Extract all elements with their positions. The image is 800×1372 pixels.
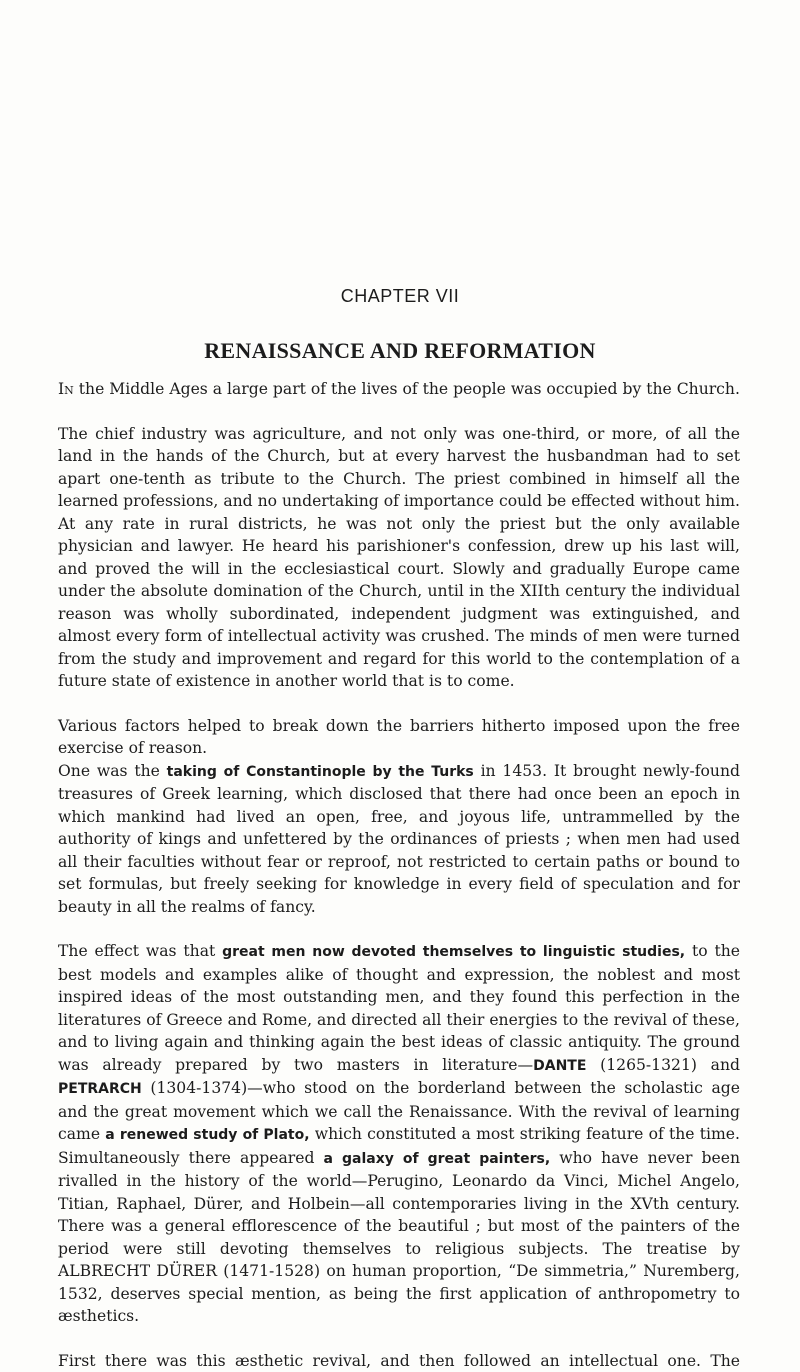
p4-text-a: One was the <box>58 762 167 780</box>
paragraph-2: The chief industry was agriculture, and not only was one-third, or more, of all the land in the hands of the Church, but at every harvest the husbandman had to set apart one-tenth as tribute to the Church. The priest combined in himself all the learned professions, and no undertaking of importance could be effected without him. At any rate in rural districts, he was not only the priest but the only available physician and lawyer. He heard his parishioner's confession, drew up his last will, and proved the will in the ecclesiastical court. Slowly and gradually Europe came under the absolute domination of the Church, until in the XIIth century the individual reason was wholly subordinated, independent judgment was extinguished, and almost every form of intellectual activity was crushed. The minds of men were turned from the study and improvement and regard for this world to the contemplation of a future state of existence in another world that is to come. <box>58 423 740 693</box>
p5-text-e: (1265-1321) and <box>586 1056 740 1074</box>
paragraph-3: Various factors helped to break down the barriers hitherto imposed upon the free exercise of reason. <box>58 715 740 760</box>
page-body <box>58 378 740 1372</box>
p5-text-i: which constituted a most striking feature of the time. Simultaneously there appeared <box>58 1125 740 1167</box>
p5-text-a: The effect was that <box>58 942 222 960</box>
p5-emphasis-petrarch: PETRARCH <box>58 1081 142 1097</box>
p5-emphasis-painters: a galaxy of great painters, <box>324 1151 551 1167</box>
p5-text-g: (1304-1374)—who stood on the borderland between the scholastic age and the great movement which we call the Renaissance. With the revival of learning came <box>58 1079 740 1143</box>
paragraph-1 <box>58 378 740 401</box>
p5-emphasis-linguistic: great men now devoted themselves to linguistic studies, <box>222 944 685 960</box>
p5-emphasis-plato: a renewed study of Plato, <box>105 1127 309 1143</box>
paragraph-1-lead: In <box>58 380 74 398</box>
paragraph-1-text: the Middle Ages a large part of the lives of the people was occupied by the Church. <box>74 380 740 398</box>
p4-emphasis: taking of Constantinople by the Turks <box>167 764 474 780</box>
chapter-number: CHAPTER VII <box>0 286 800 307</box>
p5-text-c: to the best models and examples alike of thought and expression, the noblest and most inspired ideas of the most outstanding men, and they found this perfection in the literatures of Greece and Rome, and directed all their energies to the revival of these, and to living again and thinking again the best ideas of classic antiquity. The ground was already prepared by two masters in literature— <box>58 942 740 1074</box>
p5-emphasis-dante: DANTE <box>533 1058 586 1074</box>
paragraph-4 <box>58 760 740 919</box>
chapter-title: RENAISSANCE AND REFORMATION <box>0 338 800 364</box>
p5-text-k: who have never been rivalled in the history of the world—Perugino, Leonardo da Vinci, Michel Angelo, Titian, Raphael, Dürer, and Holbein—all contemporaries living in the XVth century. There was a general efflorescence of the beautiful ; but most of the painters of the period were still devoting themselves to religious subjects. The treatise by ALBRECHT DÜRER (1471-1528) on human proportion, “De simmetria,” Nuremberg, 1532, deserves special mention, as being the first application of anthropometry to æsthetics. <box>58 1149 740 1326</box>
paragraph-5 <box>58 940 740 1328</box>
paragraph-6: First there was this æsthetic revival, and then followed an intellectual one. The <box>58 1350 740 1372</box>
p4-text-c: in 1453. It brought newly-found treasures of Greek learning, which disclosed that there had once been an epoch in which mankind had lived an open, free, and joyous life, untrammelled by the authority of kings and unfettered by the ordinances of priests ; when men had used all their faculties without fear or reproof, not restricted to certain paths or bound to set formulas, but freely seeking for knowledge in every field of speculation and for beauty in all the realms of fancy. <box>58 762 740 916</box>
